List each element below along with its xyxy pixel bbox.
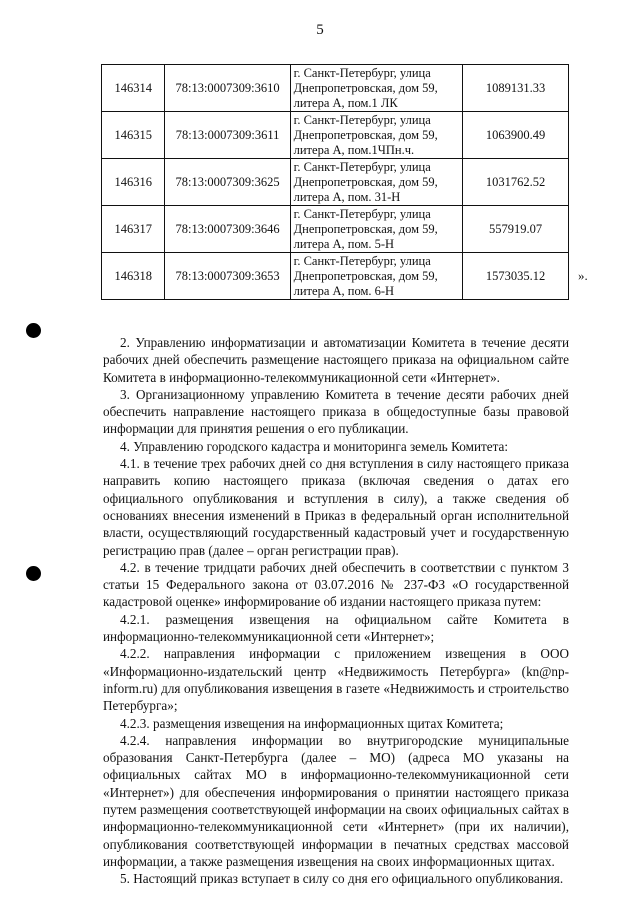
cadastral-value-cell: 557919.07 bbox=[463, 206, 569, 253]
address-cell bbox=[290, 159, 463, 206]
cadastral-number-cell: 78:13:0007309:3646 bbox=[165, 206, 290, 253]
row-number-cell: 146318 bbox=[102, 253, 165, 300]
cadastral-value-cell: 1031762.52 bbox=[463, 159, 569, 206]
cadastral-value-cell: 1089131.33 bbox=[463, 65, 569, 112]
cadastral-value-table bbox=[101, 64, 569, 300]
paragraph-4-2-2: 4.2.2. направления информации с приложением извещения в ООО «Информационно-издательский центр «Недвижимость Петербурга» (kn@np-inform.ru) для опубликования извещения в газете «Недвижимость и строительство Петербурга»; bbox=[103, 646, 569, 714]
address-line: литера А, пом. 31-Н bbox=[293, 189, 401, 204]
address-line: г. Санкт-Петербург, улица bbox=[293, 112, 431, 127]
cadastral-number-cell: 78:13:0007309:3653 bbox=[165, 253, 290, 300]
address-line: литера А, пом.1 ЛК bbox=[293, 95, 398, 110]
address-cell bbox=[290, 253, 463, 300]
cadastral-number-cell: 78:13:0007309:3610 bbox=[165, 65, 290, 112]
row-number-cell: 146314 bbox=[102, 65, 165, 112]
hole-punch-mark bbox=[26, 566, 41, 581]
address-line: Днепропетровская, дом 59, bbox=[293, 127, 438, 142]
paragraph-4-2: 4.2. в течение тридцати рабочих дней обеспечить в соответствии с пунктом 3 статьи 15 Федерального закона от 03.07.2016 № 237-ФЗ «О государственной кадастровой оценке» информирование об издании настоящего приказа путем: bbox=[103, 559, 569, 610]
table-row bbox=[102, 159, 569, 206]
paragraph-3: 3. Организационному управлению Комитета в течение десяти рабочих дней обеспечить направление настоящего приказа в общедоступные базы правовой информации для принятия решения о его публикации. bbox=[103, 386, 569, 437]
hole-punch-mark bbox=[26, 323, 41, 338]
row-number-cell: 146317 bbox=[102, 206, 165, 253]
address-cell bbox=[290, 112, 463, 159]
address-line: Днепропетровская, дом 59, bbox=[293, 174, 438, 189]
page-number: 5 bbox=[316, 22, 324, 38]
address-line: литера А, пом.1ЧПн.ч. bbox=[293, 142, 415, 157]
address-line: Днепропетровская, дом 59, bbox=[293, 80, 438, 95]
table-row bbox=[102, 206, 569, 253]
closing-quote: ». bbox=[578, 268, 588, 283]
address-cell bbox=[290, 65, 463, 112]
cadastral-number-cell: 78:13:0007309:3625 bbox=[165, 159, 290, 206]
address-line: Днепропетровская, дом 59, bbox=[293, 221, 438, 236]
table-row bbox=[102, 65, 569, 112]
address-line: г. Санкт-Петербург, улица bbox=[293, 206, 431, 221]
row-number-cell: 146316 bbox=[102, 159, 165, 206]
address-cell bbox=[290, 206, 463, 253]
address-line: г. Санкт-Петербург, улица bbox=[293, 65, 431, 80]
address-line: литера А, пом. 6-Н bbox=[293, 283, 395, 298]
address-line: г. Санкт-Петербург, улица bbox=[293, 253, 431, 268]
table-row bbox=[102, 253, 569, 300]
cadastral-value-cell: 1573035.12 bbox=[463, 253, 569, 300]
table-row bbox=[102, 112, 569, 159]
paragraph-5: 5. Настоящий приказ вступает в силу со дня его официального опубликования. bbox=[120, 871, 564, 887]
row-number-cell: 146315 bbox=[102, 112, 165, 159]
cadastral-value-cell: 1063900.49 bbox=[463, 112, 569, 159]
paragraph-4: 4. Управлению городского кадастра и мониторинга земель Комитета: bbox=[120, 438, 509, 454]
address-line: Днепропетровская, дом 59, bbox=[293, 268, 438, 283]
address-line: литера А, пом. 5-Н bbox=[293, 236, 395, 251]
order-body-text bbox=[103, 334, 569, 888]
cadastral-number-cell: 78:13:0007309:3611 bbox=[165, 112, 290, 159]
paragraph-4-2-1: 4.2.1. размещения извещения на официальном сайте Комитета в информационно-телекоммуникационной сети «Интернет»; bbox=[103, 611, 569, 645]
paragraph-2: 2. Управлению информатизации и автоматизации Комитета в течение десяти рабочих дней обеспечить размещение настоящего приказа на официальном сайте Комитета в информационно-телекоммуникационной сети «Интернет». bbox=[103, 335, 569, 385]
paragraph-4-2-4: 4.2.4. направления информации во внутригородские муниципальные образования Санкт-Петербурга (далее – МО) (адреса МО указаны на официальных сайтах МО в информационно-телекоммуникационной сети «Интернет») для обеспечения информирования о принятии настоящего приказа путем размещения соответствующей информации на своих официальных сайтах в информационно-телекоммуникационной сети «Интернет» (при их наличии), опубликования соответствующей информации в печатных средствах массовой информации, а также размещения извещения на своих информационных щитах. bbox=[103, 732, 569, 869]
address-line: г. Санкт-Петербург, улица bbox=[293, 159, 431, 174]
paragraph-4-1: 4.1. в течение трех рабочих дней со дня вступления в силу настоящего приказа направить копию настоящего приказа (включая сведения о датах его официального опубликования и вступления в силу), а также сведения об основаниях внесения изменений в Приказ в федеральный орган исполнительной власти, осуществляющий государственный кадастровый учет и государственную регистрацию прав (далее – орган регистрации прав). bbox=[103, 456, 569, 558]
paragraph-4-2-3: 4.2.3. размещения извещения на информационных щитах Комитета; bbox=[120, 715, 504, 731]
